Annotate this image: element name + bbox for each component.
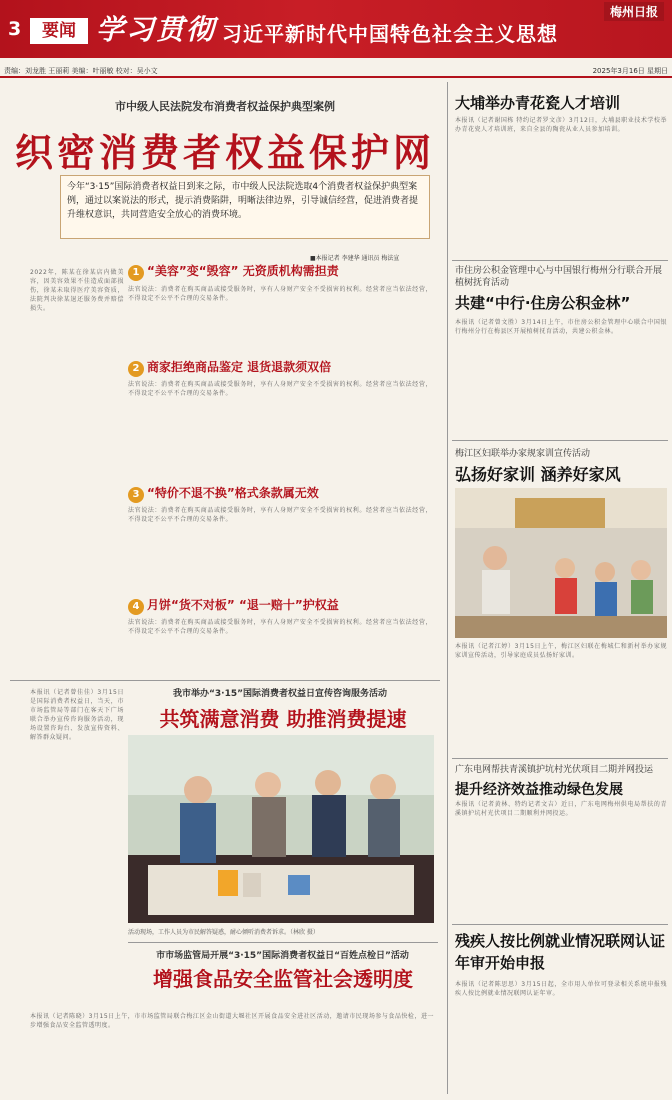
case3-heading: [128, 484, 319, 503]
banner-slogan: 习近平新时代中国特色社会主义思想: [222, 22, 558, 46]
case1-title: “美容”变“毁容” 无资质机构需担责: [147, 264, 339, 278]
case2-title: 商家拒绝商品鉴定 退货退款须双倍: [147, 360, 332, 374]
right-art4-text: 本报讯（记者黄林、特约记者文吉）近日，广东电网梅州供电局帮扶的青溪镇护坑村光伏项目二期顺利并网投运。: [455, 801, 667, 817]
case2-text: 法官说法：消费者在购买商品或接受服务时，享有人身财产安全不受损害的权利。经营者应当依法经营，不得设定不公平不合理的交易条件。: [128, 381, 432, 397]
divider-1: [10, 680, 440, 681]
divider-r3: [452, 758, 668, 759]
right-art4-kicker: 广东电网帮扶青溪镇护坑村光伏项目二期并网投运: [455, 765, 654, 775]
right-art1-headline: 大埔举办青花瓷人才培训: [455, 94, 621, 112]
case1-badge: 1: [128, 265, 144, 281]
right-art3-kicker: 梅江区妇联举办家规家训宣传活动: [455, 449, 591, 459]
column-divider: [447, 82, 448, 1094]
main-kicker: 市中级人民法院发布消费者权益保护典型案例: [115, 100, 335, 113]
right-art1-text: 本报讯（记者谢国栋 特约记者罗文彦）3月12日，大埔县职业技术学校举办青花瓷人才培训班，来自全县的陶瓷从业人员参加培训。: [455, 117, 667, 133]
page-number: 3: [8, 18, 22, 40]
right-art5-text: 本报讯（记者陈思思）3月15日起，全市用人单位可登录相关系统申报残疾人按比例就业情况联网认证年审。: [455, 981, 667, 997]
paper-name: 梅州日报: [604, 2, 664, 21]
case3-badge: 3: [128, 487, 144, 503]
right-art3-text: 本报讯（记者江婷）3月15日上午，梅江区妇联在梅城仁和新村举办家规家训宣传活动，引导家庭成员弘扬好家训。: [455, 643, 667, 659]
banner-calligraphy: 学习贯彻: [96, 13, 217, 46]
dateline: 2025年3月16日 星期日: [592, 67, 668, 75]
right-art4-headline: 提升经济效益推动绿色发展: [455, 782, 623, 798]
case4-heading: [128, 596, 339, 615]
food-text: 本报讯（记者陈晓）3月15日上午，市市场监管局联合梅江区金山街道大堰社区开展食品安全进社区活动，邀请市民现场参与食品快检，进一步增强食品安全监管透明度。: [30, 1013, 434, 1029]
case1-text: 法官说法：消费者在购买商品或接受服务时，享有人身财产安全不受损害的权利。经营者应当依法经营，不得设定不公平不合理的交易条件。: [128, 286, 432, 302]
case4-text: 法官说法：消费者在购买商品或接受服务时，享有人身财产安全不受损害的权利。经营者应当依法经营，不得设定不公平不合理的交易条件。: [128, 619, 432, 635]
case2-heading: [128, 358, 331, 377]
right-art5-headline: 残疾人按比例就业情况联网认证年审开始申报: [455, 932, 666, 972]
consult-photo: [128, 735, 434, 923]
consult-left-text: 本报讯（记者曾佳佳）3月15日是国际消费者权益日，当天，市市场监管局等部门在客天下广场联合举办宣传咨询服务活动，现场设置咨询台、发放宣传资料、解答群众疑问。: [30, 689, 124, 741]
case3-title: “特价不退不换”格式条款属无效: [147, 486, 319, 500]
page-banner: [0, 0, 672, 58]
divider-r2: [452, 440, 668, 441]
right-art3-photo: [455, 488, 667, 638]
right-art2-headline: 共建“中行·住房公积金林”: [455, 294, 631, 312]
main-headline: 织密消费者权益保护网: [14, 130, 435, 175]
main-byline: ■本报记者 李建华 通讯员 梅法宣: [310, 255, 400, 262]
section-label: 要闻: [30, 18, 88, 44]
editor-credits: 责编：刘龙胜 王丽莉 美编：叶丽敏 校对：吴小文: [4, 67, 158, 75]
case1-heading: [128, 262, 339, 281]
right-art2-text: 本报讯（记者曾文胜）3月14日上午，市住房公积金管理中心联合中国银行梅州分行在梅县区开展植树抚育活动，共建公积金林。: [455, 319, 667, 335]
right-art2-kicker: 市住房公积金管理中心与中国银行梅州分行联合开展植树抚育活动: [455, 266, 663, 288]
divider-r4: [452, 924, 668, 925]
case2-badge: 2: [128, 361, 144, 377]
consult-kicker: 我市举办“3·15”国际消费者权益日宣传咨询服务活动: [172, 689, 388, 699]
case4-title: 月饼“货不对板” “退一赔十”护权益: [147, 598, 339, 612]
food-headline: 增强食品安全监管社会透明度: [153, 967, 413, 991]
main-left-column-text: 2022年，陈某在徐某店内做美容，因美容效果不佳造成面部损伤，徐某未取得医疗美容资质，法院判决徐某退还服务费并赔偿损失。: [30, 269, 124, 312]
divider-2: [128, 942, 438, 943]
consult-photo-caption: 活动现场，工作人员为市民解答疑惑，耐心倾听消费者诉求。（林欣 摄）: [128, 929, 319, 936]
consult-headline: 共筑满意消费 助推消费提速: [159, 707, 407, 731]
case4-badge: 4: [128, 599, 144, 615]
case3-text: 法官说法：消费者在购买商品或接受服务时，享有人身财产安全不受损害的权利。经营者应当依法经营，不得设定不公平不合理的交易条件。: [128, 507, 432, 523]
divider-r1: [452, 260, 668, 261]
main-lead: 今年“3·15”国际消费者权益日到来之际，市中级人民法院选取4个消费者权益保护典型案例，通过以案说法的形式，提示消费陷阱，明晰法律边界，引导诚信经营，促进消费者提升维权意识，共同营造安全放心的消费环境。: [60, 175, 430, 239]
right-art3-headline: 弘扬好家训 涵养好家风: [455, 465, 621, 484]
food-kicker: 市市场监管局开展“3·15”国际消费者权益日“百姓点检日”活动: [156, 951, 409, 961]
top-rule: [0, 76, 672, 78]
